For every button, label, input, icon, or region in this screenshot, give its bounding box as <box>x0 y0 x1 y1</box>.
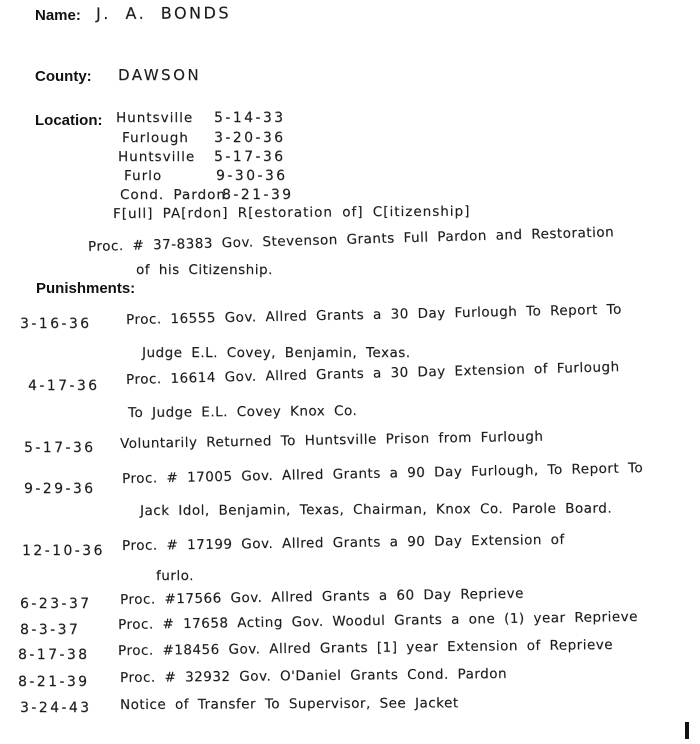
location-date: 5-14-33 <box>214 110 286 126</box>
punishment-date: 8-21-39 <box>18 674 90 690</box>
punishment-text: Proc. # 17658 Acting Gov. Woodul Grants a one (1) year Reprieve <box>117 608 639 633</box>
location-place: Cond. Pardon <box>120 187 226 203</box>
location-date: 3-20-36 <box>214 130 286 146</box>
punishment-date: 3-24-43 <box>20 700 92 716</box>
punishment-text: Proc. # 17005 Gov. Allred Grants a 90 Day Furlough, To Report To <box>121 460 644 487</box>
location-date: 8-21-39 <box>222 187 294 203</box>
pardon-code-line: F[ull] PA[rdon] R[estoration of] C[itizenship] <box>112 203 471 222</box>
pardon-note-line-2: of his Citizenship. <box>136 262 273 278</box>
punishment-date: 12-10-36 <box>22 543 105 559</box>
punishment-text: Proc. #17566 Gov. Allred Grants a 60 Day Reprieve <box>119 585 524 608</box>
location-place: Huntsville <box>116 110 194 126</box>
punishment-text: Proc. # 32932 Gov. O'Daniel Grants Cond. Pardon <box>119 665 508 686</box>
name-label: Name: <box>35 7 81 24</box>
location-date: 5-17-36 <box>214 149 286 165</box>
punishment-date: 4-17-36 <box>28 378 100 394</box>
punishment-text: Proc. #18456 Gov. Allred Grants [1] year Extension of Reprieve <box>117 636 614 659</box>
county-value: DAWSON <box>118 66 202 84</box>
punishment-date: 5-17-36 <box>24 440 96 456</box>
punishment-continuation: furlo. <box>156 568 194 584</box>
pardon-note-line-1: Proc. # 37-8383 Gov. Stevenson Grants Full Pardon and Restoration <box>87 224 615 255</box>
punishment-date: 6-23-37 <box>20 596 92 612</box>
punishment-text: Proc. 16614 Gov. Allred Grants a 30 Day Extension of Furlough <box>125 359 620 388</box>
location-place: Huntsville <box>118 149 196 165</box>
punishment-date: 8-17-38 <box>18 647 90 663</box>
location-place: Furlo <box>124 168 163 184</box>
punishment-continuation: To Judge E.L. Covey Knox Co. <box>127 402 358 421</box>
location-label: Location: <box>35 112 103 129</box>
punishment-continuation: Judge E.L. Covey, Benjamin, Texas. <box>142 345 411 361</box>
county-label: County: <box>35 68 92 85</box>
punishment-text: Proc. 16555 Gov. Allred Grants a 30 Day Furlough To Report To <box>125 301 622 328</box>
punishment-date: 3-16-36 <box>20 316 92 332</box>
punishment-text: Notice of Transfer To Supervisor, See Jacket <box>119 695 459 713</box>
location-place: Furlough <box>122 130 189 146</box>
punishment-text: Voluntarily Returned To Huntsville Prison from Furlough <box>119 428 544 452</box>
punishments-heading: Punishments: <box>36 280 136 297</box>
scan-artifact-mark <box>685 722 689 739</box>
punishment-continuation: Jack Idol, Benjamin, Texas, Chairman, Knox Co. Parole Board. <box>139 500 613 519</box>
location-date: 9-30-36 <box>216 168 288 184</box>
punishment-text: Proc. # 17199 Gov. Allred Grants a 90 Day Extension of <box>121 531 565 554</box>
punishment-date: 8-3-37 <box>20 622 81 638</box>
name-value: J. A. BONDS <box>95 3 232 23</box>
punishment-date: 9-29-36 <box>24 481 96 497</box>
